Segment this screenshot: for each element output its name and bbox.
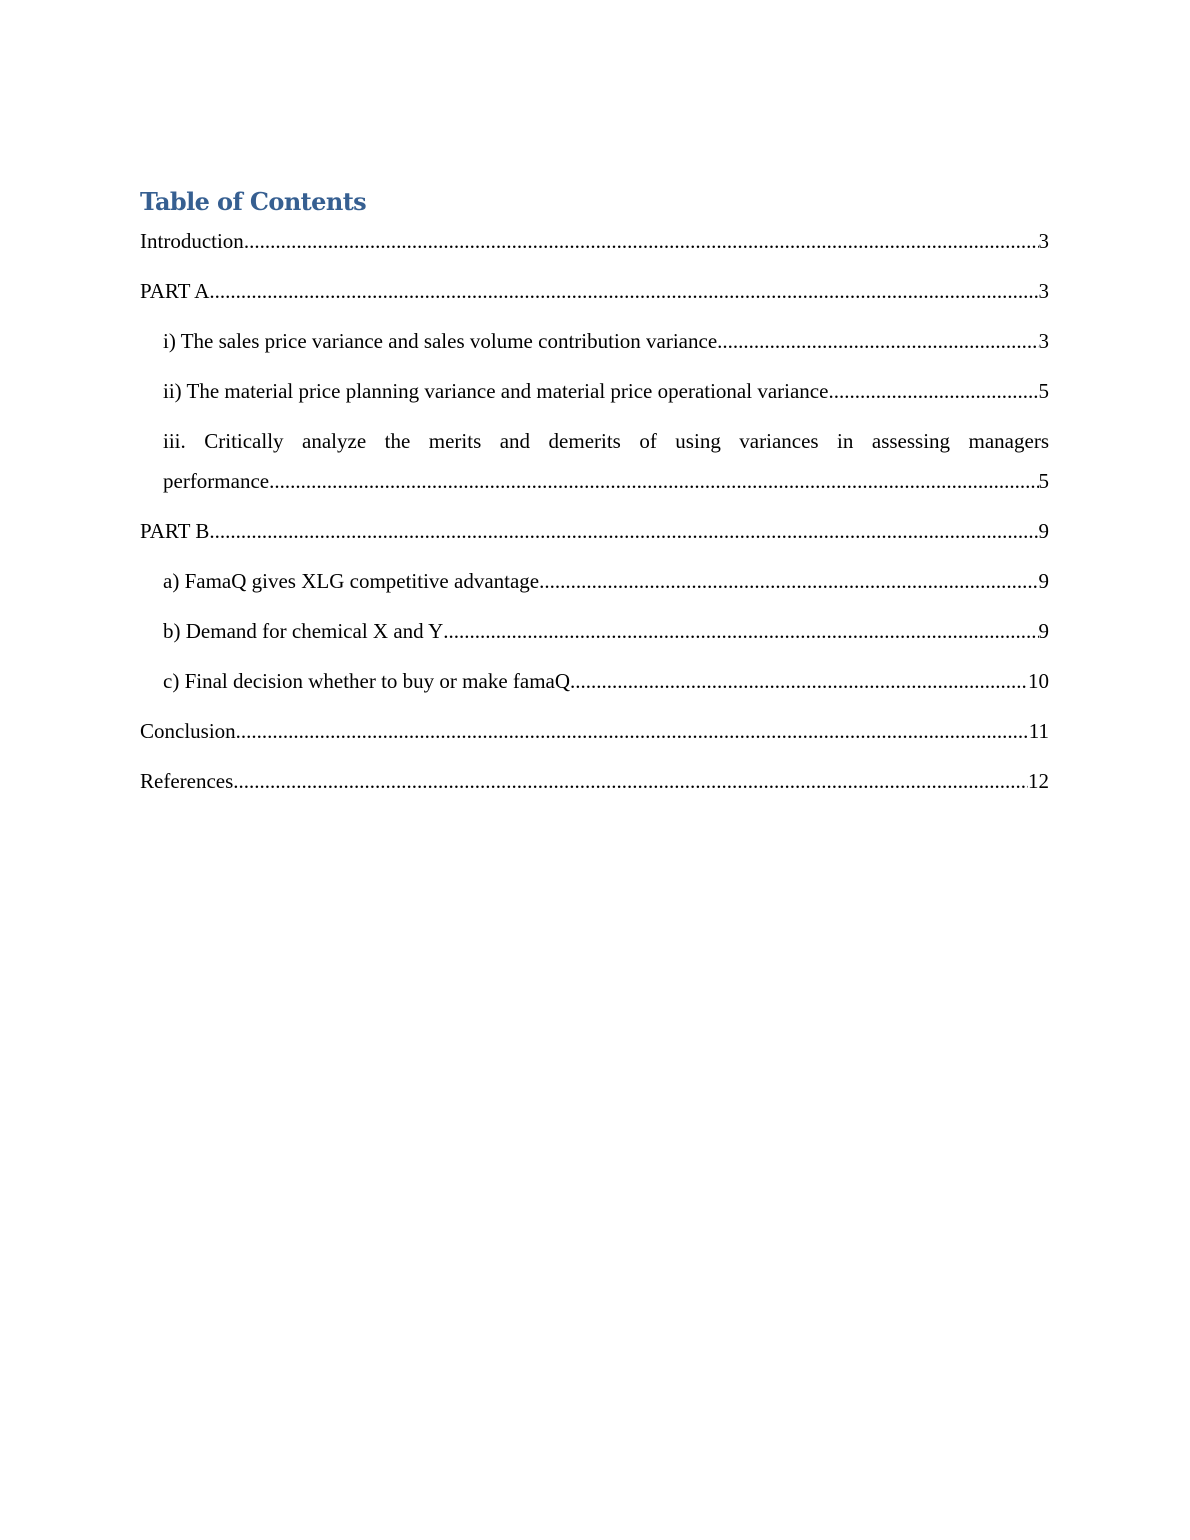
- toc-entry-final-decision[interactable]: [140, 661, 1049, 701]
- toc-page-number: 11: [1028, 719, 1049, 743]
- dot-leader: [209, 511, 1038, 551]
- toc-entry-famaq-advantage[interactable]: [140, 561, 1049, 601]
- toc-entry-demand-chemical[interactable]: [140, 611, 1049, 651]
- toc-page-number: 3: [1038, 279, 1049, 303]
- toc-page-number: 9: [1038, 619, 1049, 643]
- toc-entry-references[interactable]: [140, 761, 1049, 801]
- toc-entries: [140, 221, 1049, 801]
- table-of-contents: [140, 183, 1049, 811]
- toc-page-number: 10: [1028, 669, 1049, 693]
- toc-entry-label-line1: iii. Critically analyze the merits and demerits of using variances in assessing managers: [163, 429, 1049, 453]
- dot-leader: [269, 461, 1038, 501]
- toc-page-number: 3: [1038, 329, 1049, 353]
- dot-leader: [828, 371, 1038, 411]
- toc-entry-introduction[interactable]: [140, 221, 1049, 261]
- toc-page-number: 5: [1038, 469, 1049, 493]
- dot-leader: [539, 561, 1038, 601]
- dot-leader: [443, 611, 1038, 651]
- toc-entry-sales-price-variance[interactable]: [140, 321, 1049, 361]
- dot-leader: [244, 221, 1039, 261]
- toc-entry-label: Conclusion: [140, 719, 236, 743]
- toc-entry-label: ii) The material price planning variance and material price operational variance: [163, 379, 829, 403]
- dot-leader: [717, 321, 1038, 361]
- toc-page-number: 12: [1028, 769, 1049, 793]
- toc-entry-label: PART B: [140, 519, 210, 543]
- toc-entry-part-b[interactable]: [140, 511, 1049, 551]
- toc-entry-label: References: [140, 769, 234, 793]
- toc-entry-label: i) The sales price variance and sales volume contribution variance: [163, 329, 718, 353]
- toc-page-number: 3: [1038, 229, 1049, 253]
- toc-entry-label: PART A: [140, 279, 210, 303]
- toc-entry-label: Introduction: [140, 229, 244, 253]
- dot-leader: [209, 271, 1038, 311]
- toc-page-number: 5: [1038, 379, 1049, 403]
- toc-entry-label: a) FamaQ gives XLG competitive advantage: [163, 569, 540, 593]
- dot-leader: [233, 761, 1028, 801]
- toc-entry-label: c) Final decision whether to buy or make famaQ: [163, 669, 571, 693]
- toc-entry-material-price-variance[interactable]: [140, 371, 1049, 411]
- dot-leader: [570, 661, 1028, 701]
- toc-title: Table of Contents: [140, 187, 367, 216]
- toc-page-number: 9: [1038, 519, 1049, 543]
- toc-entry-label: b) Demand for chemical X and Y: [163, 619, 444, 643]
- toc-page-number: 9: [1038, 569, 1049, 593]
- dot-leader: [236, 711, 1029, 751]
- toc-entry-label-line2: performance: [163, 469, 270, 493]
- toc-entry-critical-analysis[interactable]: [140, 421, 1049, 501]
- toc-entry-conclusion[interactable]: [140, 711, 1049, 751]
- toc-entry-part-a[interactable]: [140, 271, 1049, 311]
